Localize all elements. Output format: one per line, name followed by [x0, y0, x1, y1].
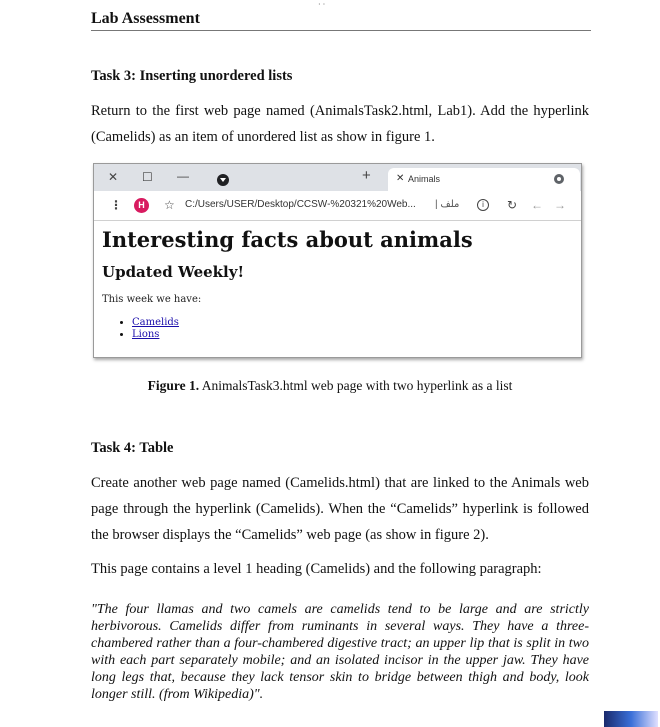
figure-1-caption — [0, 378, 660, 394]
list-item — [132, 329, 179, 341]
tab-title: Animals — [408, 174, 441, 184]
window-close-icon[interactable]: ✕ — [108, 170, 119, 184]
camelids-link[interactable]: Camelids — [132, 317, 179, 328]
page-heading-1: Interesting facts about animals — [102, 227, 473, 252]
site-info-icon[interactable]: i — [477, 199, 489, 211]
menu-icon[interactable]: ⋮ — [110, 198, 122, 212]
tab-animals[interactable] — [388, 168, 580, 191]
corner-thumbnail — [604, 711, 658, 727]
camelids-quote: "The four llamas and two camels are camelids tend to be large and are strictly herbivorous. Camelids differ from ruminants in several ways. They have a three-chambered rather than a four-chambered digestive tract; an upper lip that is split in two with each part separately mobile; and an isolated incisor in the upper jaw. They have long legs that, because they lack tensor skin to bridge between thigh and body, look longer still. (from Wikipedia)". — [91, 602, 589, 702]
figure-1-label: Figure 1. — [147, 378, 200, 393]
tab-search-icon[interactable] — [217, 174, 229, 186]
task3-heading: Task 3: Inserting unordered lists — [91, 68, 293, 84]
document-title: Lab Assessment — [91, 10, 200, 27]
tab-favicon-icon — [554, 174, 564, 184]
page-intro: This week we have: — [102, 294, 202, 305]
window-minimize-icon[interactable]: — — [177, 169, 189, 183]
reload-icon[interactable]: ↻ — [507, 198, 518, 212]
file-scheme-label: | ملف — [435, 199, 460, 210]
window-maximize-icon[interactable]: ☐ — [142, 170, 153, 184]
task4-heading: Task 4: Table — [91, 440, 174, 456]
browser-screenshot — [93, 163, 582, 358]
animal-link-list — [114, 317, 179, 341]
url-field[interactable]: C:/Users/USER/Desktop/CCSW-%20321%20Web... — [185, 199, 416, 210]
address-bar — [94, 191, 581, 221]
task4-paragraph-1: Create another web page named (Camelids.html) that are linked to the Animals web page through the hyperlink (Camelids). When the “Camelids” hyperlink is followed the browser displays the “Camelids” web page (as show in figure 2). — [91, 475, 589, 543]
list-item — [132, 317, 179, 329]
figure-1-text: AnimalsTask3.html web page with two hyperlink as a list — [199, 378, 513, 393]
task3-paragraph: Return to the first web page named (AnimalsTask2.html, Lab1). Add the hyperlink (Camelids) as an item of unordered list as show in figure 1. — [91, 103, 589, 145]
back-icon[interactable]: ← — [531, 198, 543, 212]
top-page-marks: · · — [318, 0, 326, 9]
new-tab-icon[interactable]: + — [362, 167, 371, 184]
profile-avatar[interactable]: H — [134, 198, 149, 213]
forward-icon[interactable]: → — [554, 198, 566, 212]
task4-paragraph-2: This page contains a level 1 heading (Camelids) and the following paragraph: — [91, 561, 542, 577]
tab-strip — [94, 164, 581, 191]
lions-link[interactable]: Lions — [132, 329, 160, 340]
bookmark-star-icon[interactable]: ☆ — [164, 198, 175, 212]
title-rule — [91, 30, 591, 31]
page-heading-2: Updated Weekly! — [102, 263, 245, 281]
tab-close-icon[interactable]: ✕ — [396, 173, 405, 184]
